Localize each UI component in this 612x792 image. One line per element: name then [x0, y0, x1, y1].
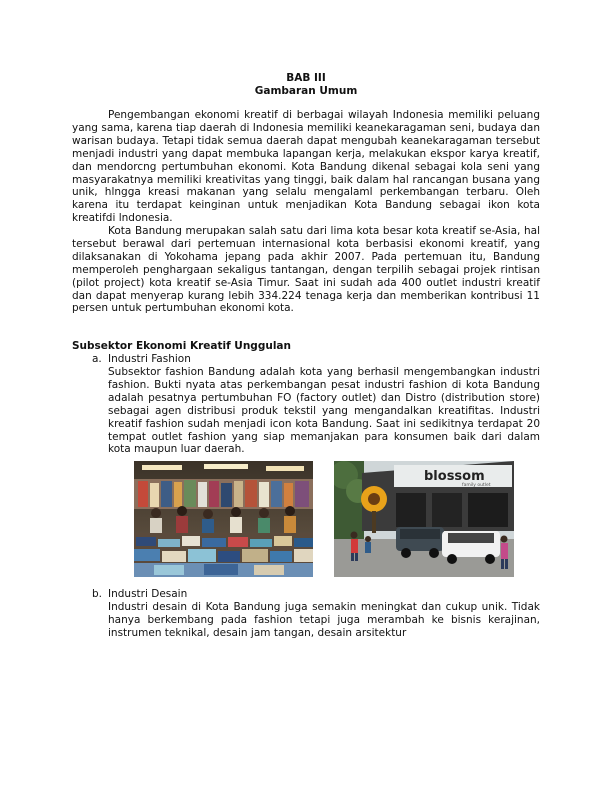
chapter-title: Gambaran Umum	[254, 85, 358, 97]
store-sign-subtext: family outlet	[462, 483, 491, 488]
intro-paragraph-2: Kota Bandung merupakan salah satu dari lima kota besar kota kreatif se-Asia, hal tersebut berawal dari pertemuan internasional kota berbasisi ekonomi kreatif, yang dilaksanakan di Yokohama jepang pada akhir 2007. Pada pertemuan itu, Bandung memperoleh penghargaan sekaligus tantangan, dengan terpilih sebagai projek rintisan (pilot project) kota kreatif se-Asia Timur. Saat ini sudah ada 400 outlet industri kreatif dan dapat menyerap kurang lebih 334.224 tenaga kerja dan memberikan kontribusi 11 persen untuk pertumbuhan ekonomi kota.	[72, 225, 540, 315]
section-heading: Subsektor Ekonomi Kreatif Unggulan	[72, 340, 291, 352]
list-item-a-body: Subsektor fashion Bandung adalah kota yang berhasil mengembangkan industri fashion. Bukti nyata atas perkembangan pesat industri fashion di kota Bandung adalah pesatnya pertumbuhan FO (factory outlet) dan Distro (distribution store) sebagai agen distribusi produk tekstil yang mengandalkan kreatifitas. Industri kreatif fashion sudah menjadi icon kota Bandung. Saat ini sedikitnya terdapat 20 tempat outlet fashion yang siap memanjakan para konsumen baik dari dalam kota maupun luar daerah.	[108, 366, 540, 456]
photo-blossom-storefront	[334, 461, 514, 577]
list-item-b-marker: b.	[92, 588, 103, 600]
store-sign-text: blossom	[424, 469, 485, 484]
list-item-b-title: Industri Desain	[108, 588, 188, 600]
list-item-b-body: Industri desain di Kota Bandung juga semakin meningkat dan cukup unik. Tidak hanya berkembang pada fashion tetapi juga merambah ke bisnis kerajinan, instrumen teknikal, desain jam tangan, desain arsitektur	[108, 601, 540, 639]
list-item-a-title: Industri Fashion	[108, 353, 191, 365]
chapter-number: BAB III	[286, 72, 326, 84]
intro-paragraph-1: Pengembangan ekonomi kreatif di berbagai wilayah Indonesia memiliki peluang yang sama, karena tiap daerah di Indonesia memiliki keanekaragaman seni, budaya dan warisan budaya. Tetapi tidak semua daerah dapat mengubah keanekaragaman tersebut menjadi industri yang dapat membuka lapangan kerja, melakukan ekspor karya kreatif, dan mendorcng pertumbuhan ekonomi. Kota Bandung dikenal sebagai kola seni yang masyarakatnya memiliki kreativitas yang tinggi, baik dalam hal rancangan busana yang unik, hlngga kreasi makanan yang selalu mengalaml perkembangan terbaru. Oleh karena itu terdapat keinginan untuk menjadikan Kota Bandung sebagai ikon kota kreatifdi lndonesia.	[72, 109, 540, 225]
photo-factory-outlet-interior	[134, 461, 313, 577]
list-item-a-marker: a.	[92, 353, 102, 365]
